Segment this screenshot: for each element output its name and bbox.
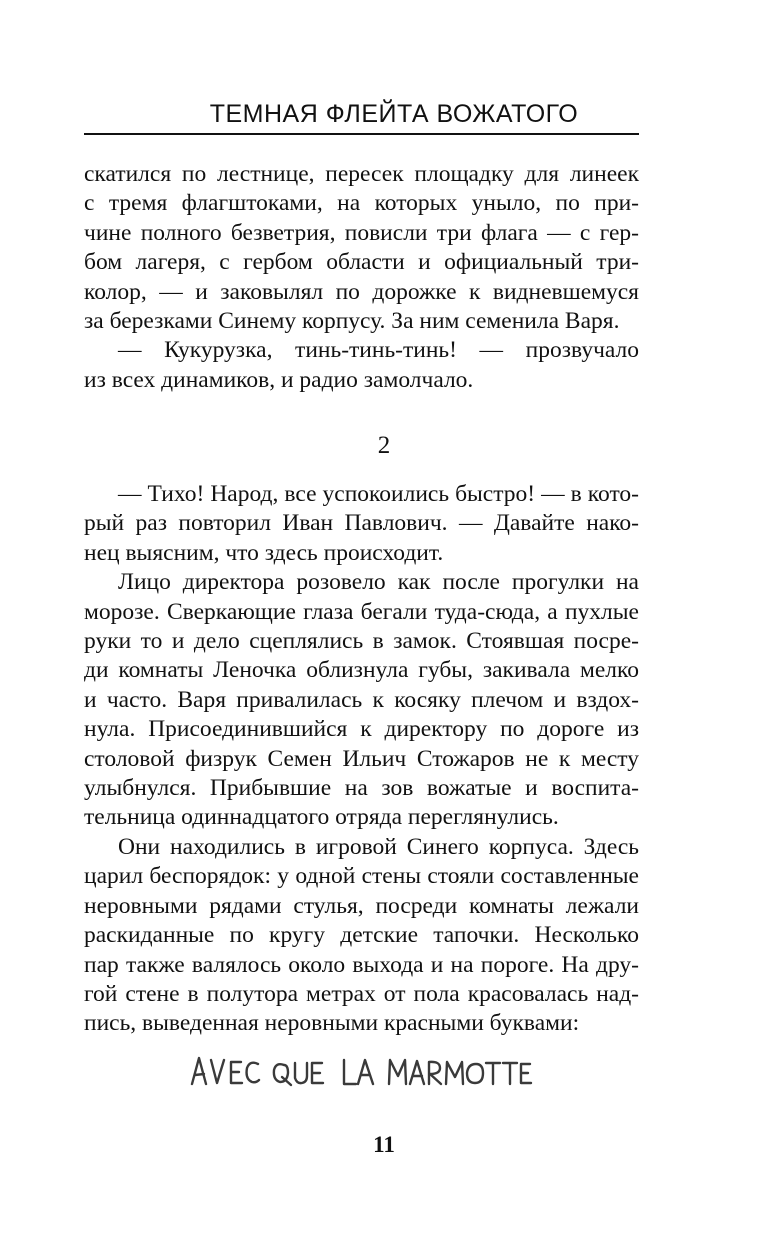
header-rule bbox=[84, 133, 639, 135]
paragraph-radio bbox=[84, 336, 639, 395]
running-title: ТЕМНАЯ ФЛЕЙТА ВОЖАТОГО bbox=[209, 100, 579, 128]
text-line: пись, выведенная неровными красными буквами: bbox=[84, 1010, 580, 1037]
text-line: из всех динамиков, и радио замолчало. bbox=[84, 366, 474, 393]
text-line: Лицо директора розовело как после прогулки на bbox=[118, 569, 639, 596]
text-line: нула. Присоединившийся к директору по дороге из bbox=[84, 716, 639, 743]
text-line: царил беспорядок: у одной стены стояли составленные bbox=[84, 863, 639, 890]
text-line: колор, — и заковылял по дорожке к видневшемуся bbox=[84, 278, 639, 305]
text-line: нец выясним, что здесь происходит. bbox=[84, 539, 444, 566]
text-line: Они находились в игровой Синего корпуса. Здесь bbox=[118, 833, 639, 860]
handwritten-inscription bbox=[0, 1048, 768, 1088]
text-line: за березками Синему корпусу. За ним семенила Варя. bbox=[84, 308, 620, 335]
chapter-number: 2 bbox=[377, 432, 391, 459]
page-number: 11 bbox=[373, 1132, 395, 1157]
text-line: неровными рядами стулья, посреди комнаты лежали bbox=[84, 892, 639, 919]
text-block-chapter bbox=[84, 480, 639, 1039]
text-block-top bbox=[84, 160, 639, 395]
text-line: пар также валялось около выхода и на пороге. На дру- bbox=[84, 951, 639, 978]
text-line: рый раз повторил Иван Павлович. — Давайте нако- bbox=[84, 510, 639, 537]
text-line: — Кукурузка, тинь-тинь-тинь! — прозвучало bbox=[118, 337, 639, 364]
text-line: руки то и дело сцеплялись в замок. Стоявшая посре- bbox=[84, 628, 639, 655]
text-line: и часто. Варя привалилась к косяку плечом и вздох- bbox=[84, 686, 639, 713]
text-line: улыбнулся. Прибывшие на зов вожатые и воспита- bbox=[84, 775, 639, 802]
text-line: столовой физрук Семен Ильич Стожаров не к месту bbox=[84, 745, 639, 772]
paragraph-director bbox=[84, 568, 639, 833]
text-line: чине полного безветрия, повисли три флага — с гер- bbox=[84, 219, 639, 246]
text-line: гой стене в полутора метрах от пола красовалась над- bbox=[84, 980, 639, 1007]
paragraph-dialogue bbox=[84, 480, 639, 568]
text-line: скатился по лестнице, пересек площадку для линеек bbox=[84, 161, 639, 187]
text-line: ди комнаты Леночка облизнула губы, закивала мелко bbox=[84, 657, 639, 684]
text-line: с тремя флагштоками, на которых уныло, по при- bbox=[84, 190, 639, 217]
text-line: — Тихо! Народ, все успокоились быстро! — в кото- bbox=[118, 481, 639, 507]
handwritten-inscription-drawing bbox=[0, 1048, 768, 1092]
text-line: бом лагеря, с гербом области и официальный три- bbox=[84, 249, 639, 276]
paragraph-continuation bbox=[84, 160, 639, 336]
text-line: тельница одиннадцатого отряда переглянулись. bbox=[84, 804, 559, 831]
text-line: морозе. Сверкающие глаза бегали туда-сюда, а пухлые bbox=[84, 598, 639, 625]
paragraph-playroom bbox=[84, 833, 639, 1039]
text-line: раскиданные по кругу детские тапочки. Несколько bbox=[84, 922, 639, 949]
